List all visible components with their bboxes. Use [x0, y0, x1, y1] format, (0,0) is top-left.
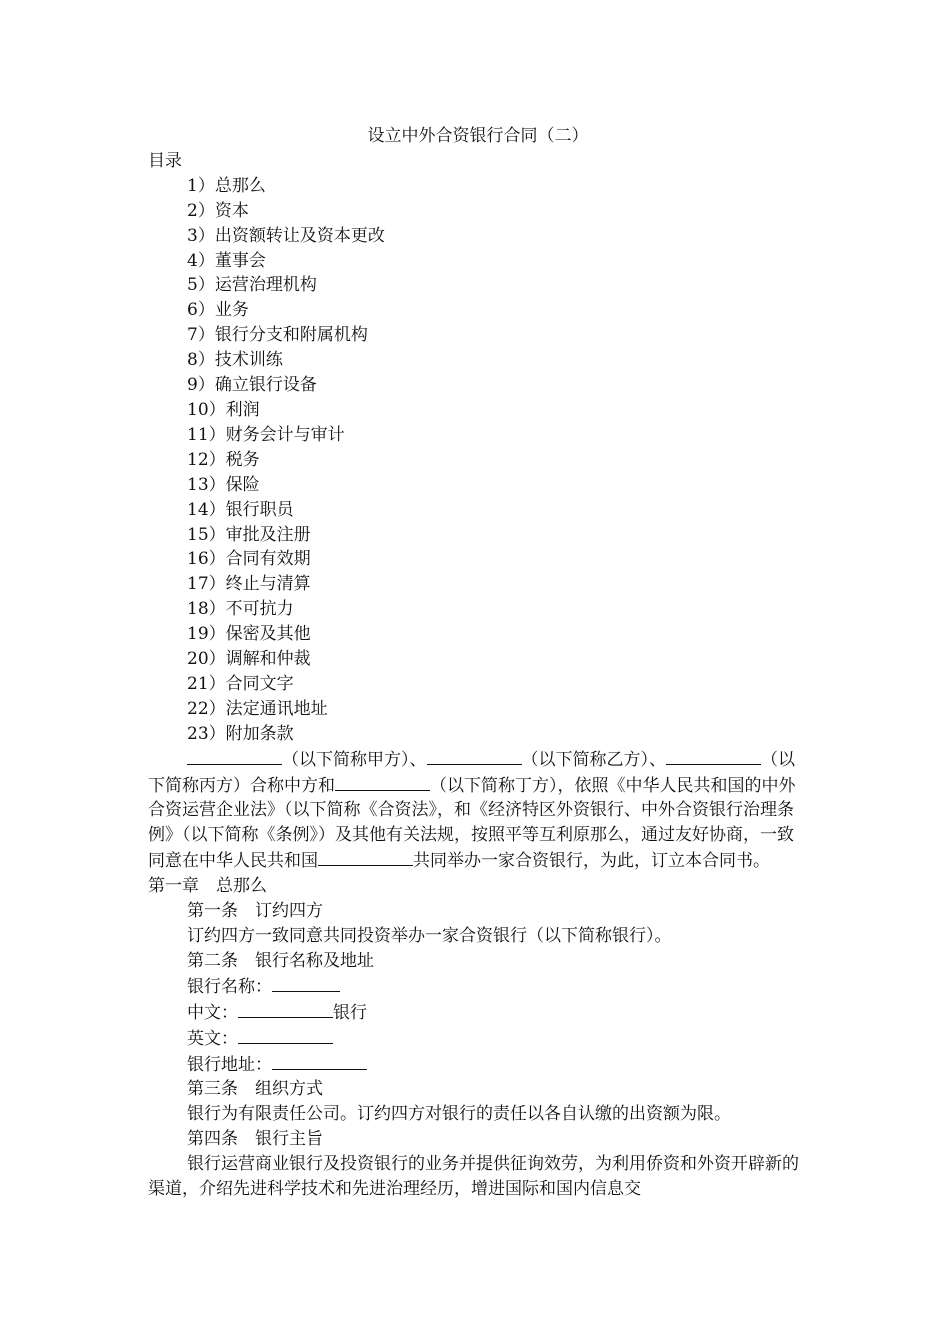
toc-item: 19）保密及其他 — [187, 624, 311, 645]
blank-party-a — [187, 747, 282, 765]
toc-item: 9）确立银行设备 — [187, 375, 317, 396]
article-heading: 第三条 组织方式 — [187, 1079, 323, 1100]
blank-party-d — [335, 773, 430, 791]
blank-chinese-name — [238, 1000, 333, 1018]
blank-bank-name — [272, 974, 340, 992]
toc-item: 14）银行职员 — [187, 499, 294, 520]
toc-item: 8）技术训练 — [187, 350, 283, 371]
article-heading: 第四条 银行主旨 — [187, 1129, 323, 1150]
toc-item: 3）出资额转让及资本更改 — [187, 225, 385, 246]
article-heading: 第一条 订约四方 — [187, 901, 323, 922]
toc-item: 21）合同文字 — [187, 673, 294, 694]
blank-party-c — [666, 747, 761, 765]
toc-item: 23）附加条款 — [187, 723, 294, 744]
english-name-line: 英文： — [148, 1026, 808, 1052]
blank-english-name — [238, 1026, 333, 1044]
toc-item: 16）合同有效期 — [187, 549, 311, 570]
toc-item: 11）财务会计与审计 — [187, 424, 345, 445]
preamble-paragraph: （以下简称甲方）、 （以下简称乙方）、 （以下简称丙方）合称中方和 （以下简称丁方），依照《中华人民共和国的中外合资运营企业法》（以下简称《合资法》，和《经济特区外资银行、中外合资银行治理条例》（以下简称《条例》）及其他有关法规，按照平等互利原那么，通过友好协商，一致同意在中华人民共和国 共同举办一家合资银行，为此，订立本合同书。 — [148, 747, 808, 875]
toc-item: 5）运营治理机构 — [187, 275, 317, 296]
toc-item: 1）总那么 — [187, 175, 266, 196]
article-text: 订约四方一致同意共同投资举办一家合资银行（以下简称银行）。 — [187, 926, 672, 946]
toc-item: 17）终止与清算 — [187, 574, 311, 595]
toc-item: 22）法定通讯地址 — [187, 698, 328, 719]
article-text: 银行运营商业银行及投资银行的业务并提供征询效劳，为利用侨资和外资开辟新的渠道，介绍先进科学技术和先进治理经历，增进国际和国内信息交 — [148, 1154, 799, 1200]
blank-location — [318, 848, 413, 866]
chinese-name-line: 中文： 银行 — [148, 1000, 808, 1026]
toc-item: 2）资本 — [187, 200, 249, 221]
toc-item: 18）不可抗力 — [187, 599, 294, 620]
blank-party-b — [427, 747, 522, 765]
document-title: 设立中外合资银行合同（二） — [367, 126, 589, 146]
toc-item: 4）董事会 — [187, 250, 266, 271]
toc-item: 20）调解和仲裁 — [187, 649, 311, 670]
toc-item: 6）业务 — [187, 300, 249, 321]
bank-address-line: 银行地址： — [148, 1052, 808, 1078]
bank-name-line: 银行名称： — [148, 974, 808, 1000]
article-heading: 第二条 银行名称及地址 — [187, 950, 374, 971]
document-page — [148, 124, 808, 1202]
toc-item: 7）银行分支和附属机构 — [187, 325, 368, 346]
article-text: 银行为有限责任公司。订约四方对银行的责任以各自认缴的出资额为限。 — [187, 1104, 731, 1125]
toc-heading: 目录 — [148, 150, 182, 171]
chapter-heading: 第一章 总那么 — [148, 876, 267, 897]
toc-item: 12）税务 — [187, 449, 260, 470]
toc-item: 10）利润 — [187, 399, 260, 420]
table-of-contents — [148, 174, 808, 747]
blank-bank-address — [272, 1052, 367, 1070]
toc-item: 13）保险 — [187, 474, 260, 495]
toc-item: 15）审批及注册 — [187, 524, 311, 545]
